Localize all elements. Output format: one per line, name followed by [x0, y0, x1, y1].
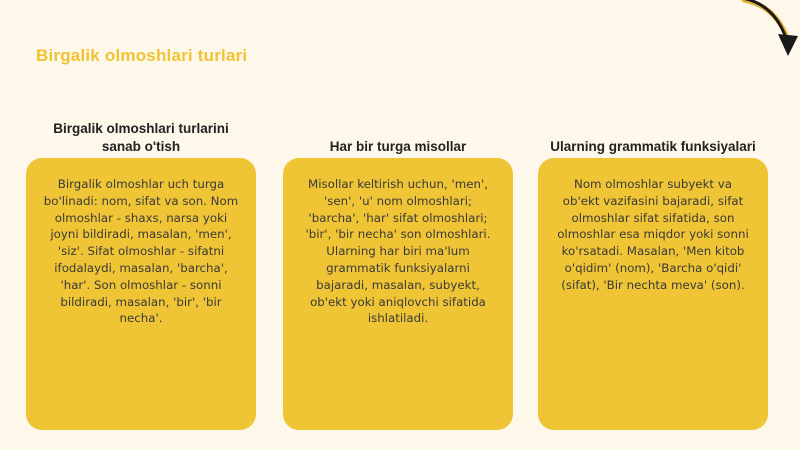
column-heading: Har bir turga misollar — [329, 139, 467, 154]
card-body: Birgalik olmoshlar uch turga bo'linadi: nom, sifat va son. Nom olmoshlar - shaxs, narsa yoki joyni bildiradi, masalan, 'men', 'siz'. Sifat olmoshlar - sifatni ifodalaydi, masalan, 'barcha', 'har'. Son olmoshlar - sonni bildiradi, masalan, 'bir', 'bir necha'. — [26, 158, 256, 430]
column-functions — [538, 118, 768, 292]
column-heading: Birgalik olmoshlari turlarini sanab o'tish — [53, 121, 229, 154]
card-body: Nom olmoshlar subyekt va ob'ekt vazifasini bajaradi, sifat olmoshlar sifat sifatida, son olmoshlar esa miqdor yoki sonni ko'rsatadi. Masalan, 'Men kitob o'qidim' (nom), 'Barcha o'qidi' (sifat), 'Bir nechta meva' (son). — [538, 158, 768, 430]
column-examples — [283, 118, 513, 326]
slide-title: Birgalik olmoshlari turlari — [36, 46, 248, 65]
column-heading: Ularning grammatik funksiyalari — [550, 139, 756, 154]
card-body: Misollar keltirish uchun, 'men', 'sen', 'u' nom olmoshlari; 'barcha', 'har' sifat olmoshlari; 'bir', 'bir necha' son olmoshlari. Ularning har biri ma'lum grammatik funksiyalarni bajaradi, masalan, subyekt, ob'ekt yoki aniqlovchi sifatida ishlatiladi. — [283, 158, 513, 430]
curved-arrow-icon — [730, 0, 800, 70]
column-types — [26, 118, 256, 326]
